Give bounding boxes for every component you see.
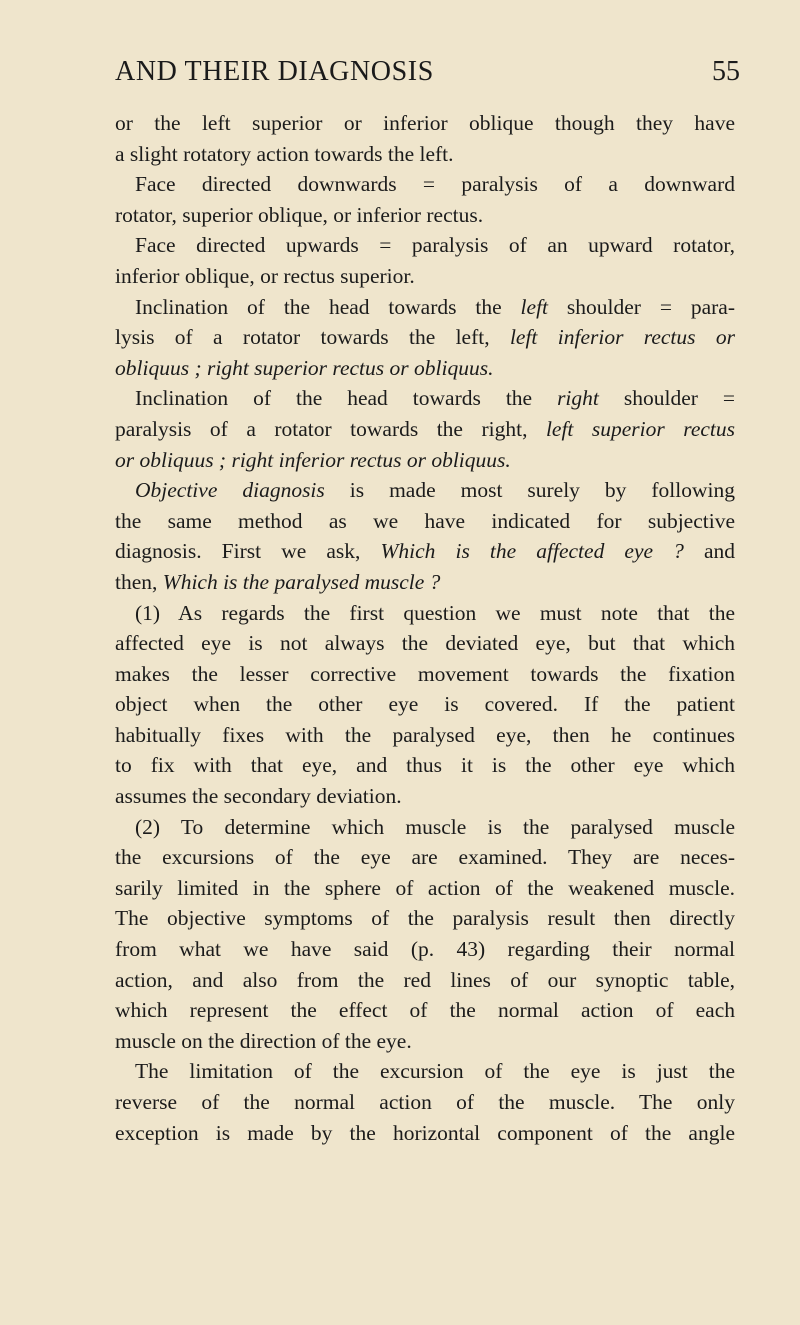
text-line: Inclination of the head towards the left shoulder = para- [135,294,735,319]
text-line: obliquus ; right superior rectus or obliquus. [115,355,494,380]
text-line: reverse of the normal action of the muscle. The only [115,1090,735,1114]
body-text [115,108,735,1148]
text-line: inferior oblique, or rectus superior. [115,263,415,288]
text-line: object when the other eye is covered. If the patient [115,692,735,717]
running-head: AND THEIR DIAGNOSIS [115,56,434,87]
text-line: exception is made by the horizontal component of the angle [115,1120,735,1145]
text-line: sarily limited in the sphere of action of the weakened muscle. [115,875,735,900]
page-number: 55 [712,56,740,87]
text-line: or obliquus ; right inferior rectus or obliquus. [115,447,511,472]
text-line: Objective diagnosis is made most surely by following [135,478,735,503]
text-line: assumes the secondary deviation. [115,784,402,809]
text-line: habitually fixes with the paralysed eye, then he continues [115,722,735,747]
text-line: which represent the effect of the normal action of each [115,998,735,1023]
text-line: to fix with that eye, and thus it is the other eye which [115,753,735,778]
text-line: Face directed upwards = paralysis of an upward rotator, [135,233,735,258]
text-line: Face directed downwards = paralysis of a downward [135,172,735,197]
text-line: the same method as we have indicated for subjective [115,508,735,533]
text-line: The objective symptoms of the paralysis result then directly [115,906,735,931]
text-line: the excursions of the eye are examined. They are neces- [115,845,735,870]
page-header [115,56,755,96]
text-line: or the left superior or inferior oblique though they have [115,111,735,135]
text-line: (1) As regards the first question we must note that the [135,600,735,625]
text-line: paralysis of a rotator towards the right, left superior rectus [115,416,735,441]
text-line: muscle on the direction of the eye. [115,1028,412,1053]
text-line: from what we have said (p. 43) regarding their normal [115,937,735,962]
text-line: action, and also from the red lines of our synoptic table, [115,967,735,992]
text-line: lysis of a rotator towards the left, left inferior rectus or [115,325,735,350]
text-line: (2) To determine which muscle is the paralysed muscle [135,814,735,839]
text-line: The limitation of the excursion of the eye is just the [135,1059,735,1084]
text-line: a slight rotatory action towards the left. [115,141,454,166]
text-line: then, Which is the paralysed muscle ? [115,569,441,594]
text-line: affected eye is not always the deviated eye, but that which [115,631,735,656]
text-line: diagnosis. First we ask, Which is the affected eye ? and [115,539,736,564]
text-line: makes the lesser corrective movement towards the fixation [115,661,735,686]
text-line: rotator, superior oblique, or inferior rectus. [115,202,484,227]
text-line: Inclination of the head towards the right shoulder = [135,386,735,411]
